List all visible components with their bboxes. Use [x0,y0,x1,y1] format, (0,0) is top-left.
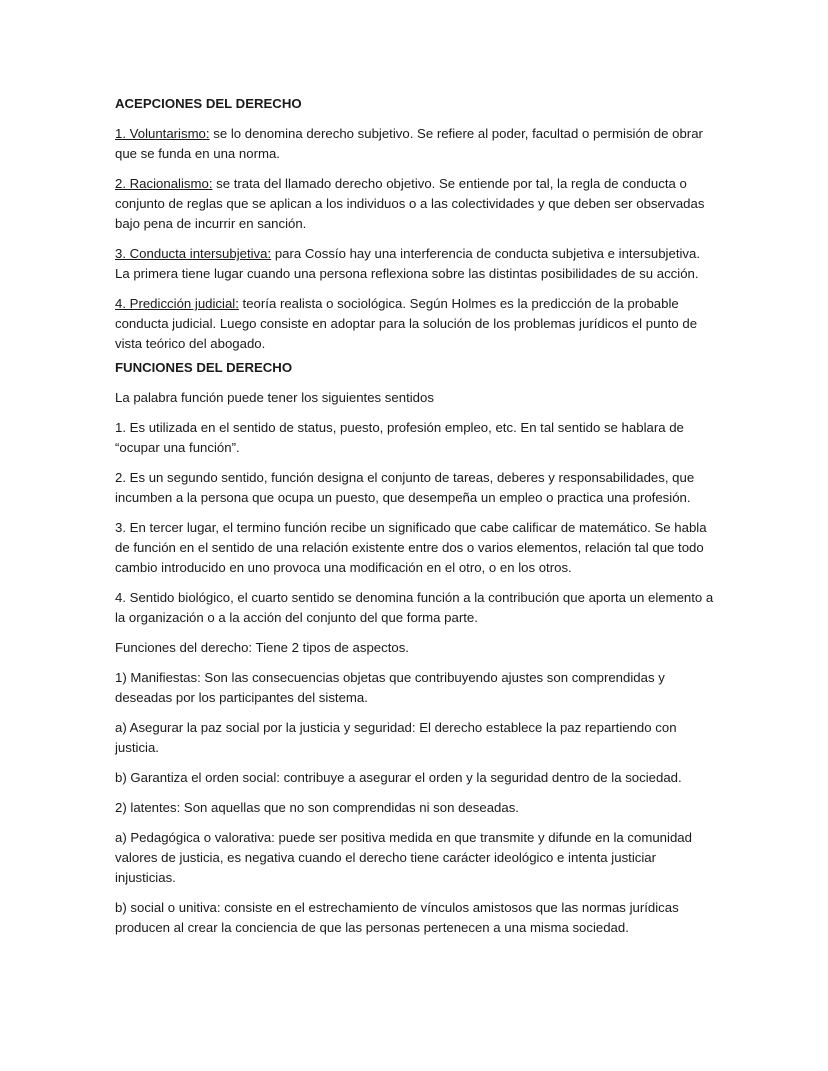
paragraph: 4. Sentido biológico, el cuarto sentido se denomina función a la contribución que aporta un elemento a la organización o a la acción del conjunto del que forma parte. [115,590,714,625]
paragraph: 2. Es un segundo sentido, función designa el conjunto de tareas, deberes y responsabilidades, que incumben a la persona que ocupa un puesto, que desempeña un empleo o practica una profesión. [115,470,695,505]
acepcion-text: teoría realista o sociológica. Según Holmes es la predicción de la probable conducta judicial. Luego consiste en adoptar para la solución de los problemas jurídicos el punto de vista teórico del abogado. [115,296,698,351]
acepcion-text: se lo denomina derecho subjetivo. Se refiere al poder, facultad o permisión de obrar que se funda en una norma. [115,126,703,161]
acepcion-text: se trata del llamado derecho objetivo. Se entiende por tal, la regla de conducta o conjunto de reglas que se aplican a los individuos o a las colectividades y que deben ser observadas bajo pena de incurrir en sanción. [115,176,705,231]
section-heading-funciones: FUNCIONES DEL DERECHO [115,360,293,375]
paragraph: 1. Es utilizada en el sentido de status, puesto, profesión empleo, etc. En tal sentido se hablara de “ocupar una función”. [115,420,684,455]
acepcion-item [115,174,718,234]
paragraph: La palabra función puede tener los siguientes sentidos [115,390,434,405]
acepcion-term: 1. Voluntarismo: [115,126,210,141]
acepcion-term: 2. Racionalismo: [115,176,213,191]
acepcion-term: 3. Conducta intersubjetiva: [115,246,272,261]
acepcion-item [115,244,718,284]
paragraph: 3. En tercer lugar, el termino función recibe un significado que cabe calificar de matemático. Se habla de función en el sentido de una relación existente entre dos o varios elementos, relación tal que todo cambio introducido en uno provoca una modificación en el otro, o en los otros. [115,520,707,575]
paragraph: a) Pedagógica o valorativa: puede ser positiva medida en que transmite y difunde en la comunidad valores de justicia, es negativa cuando el derecho tiene carácter ideológico e intenta justiciar injusticias. [115,830,692,885]
acepcion-item [115,294,718,354]
paragraph: Funciones del derecho: Tiene 2 tipos de aspectos. [115,640,409,655]
paragraph: b) social o unitiva: consiste en el estrechamiento de vínculos amistosos que las normas jurídicas producen al crear la conciencia de que las personas pertenecen a una misma sociedad. [115,900,679,935]
acepcion-text: para Cossío hay una interferencia de conducta subjetiva e intersubjetiva. La primera tiene lugar cuando una persona reflexiona sobre las distintas posibilidades de su acción. [115,246,701,281]
paragraph: b) Garantiza el orden social: contribuye a asegurar el orden y la seguridad dentro de la sociedad. [115,770,682,785]
section-heading-acepciones: ACEPCIONES DEL DERECHO [115,96,302,111]
paragraph: a) Asegurar la paz social por la justicia y seguridad: El derecho establece la paz repartiendo con justicia. [115,720,677,755]
paragraph: 2) latentes: Son aquellas que no son comprendidas ni son deseadas. [115,800,519,815]
paragraph: 1) Manifiestas: Son las consecuencias objetas que contribuyendo ajustes son comprendidas y deseadas por los participantes del sistema. [115,670,665,705]
acepcion-item [115,124,718,164]
acepcion-term: 4. Predicción judicial: [115,296,239,311]
